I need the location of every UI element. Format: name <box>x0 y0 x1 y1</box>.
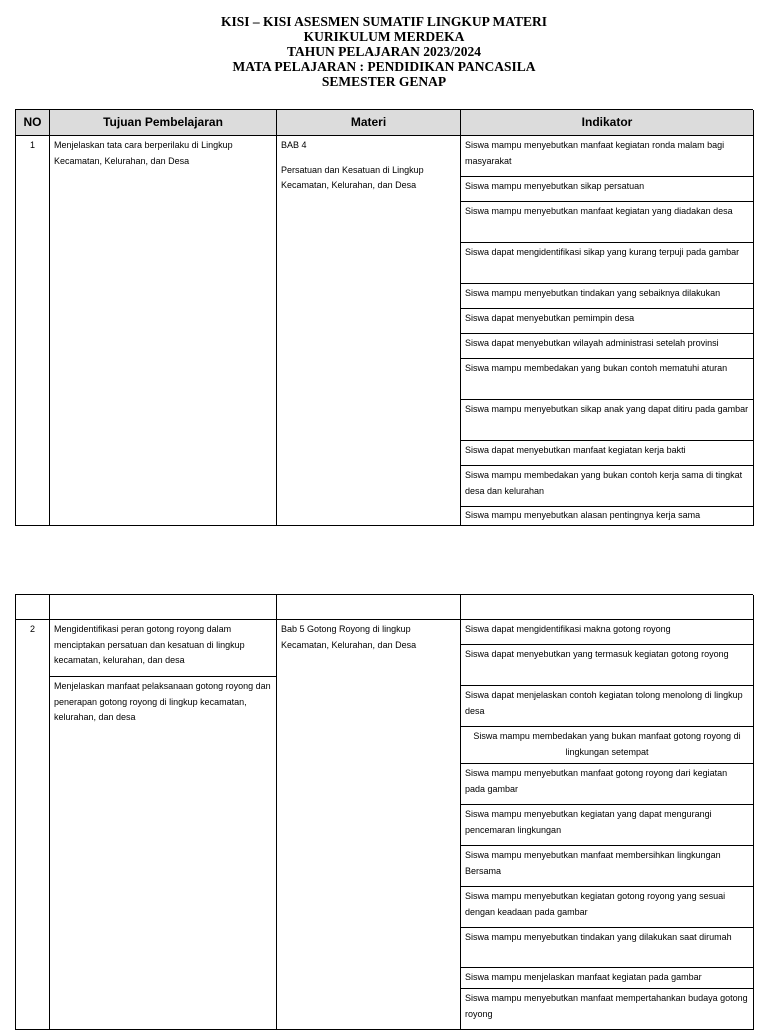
document-header <box>0 14 768 89</box>
column-header-materi: Materi <box>277 110 461 136</box>
materi-bab: BAB 4 <box>281 140 307 150</box>
tujuan-cell <box>50 136 277 526</box>
tujuan-item: Menjelaskan tata cara berperilaku di Lingkup Kecamatan, Kelurahan, dan Desa <box>54 140 233 166</box>
materi-title: Bab 5 Gotong Royong di lingkup Kecamatan, Kelurahan, dan Desa <box>281 624 417 650</box>
indikator-item: Siswa dapat mengidentifikasi sikap yang kurang terpuji pada gambar <box>461 243 753 284</box>
indikator-item: Siswa mampu menyebutkan kegiatan yang dapat mengurangi pencemaran lingkungan <box>461 805 753 846</box>
header-semester: SEMESTER GENAP <box>321 74 447 89</box>
indikator-item: Siswa mampu menyebutkan manfaat kegiatan yang diadakan desa <box>461 202 753 243</box>
indikator-cell <box>461 620 754 1030</box>
column-header-no: NO <box>16 110 50 136</box>
indikator-item: Siswa mampu menyebutkan kegiatan gotong royong yang sesuai dengan keadaan pada gambar <box>461 887 753 928</box>
indikator-item: Siswa dapat menyebutkan wilayah administrasi setelah provinsi <box>461 334 753 359</box>
indikator-item: Siswa mampu membedakan yang bukan manfaat gotong royong di lingkungan setempat <box>461 727 753 764</box>
tujuan-item: Mengidentifikasi peran gotong royong dalam menciptakan persatuan dan kesatuan di lingkup kecamatan, kelurahan, dan desa <box>50 620 276 677</box>
indikator-item: Siswa mampu menyebutkan sikap anak yang dapat ditiru pada gambar <box>461 400 753 441</box>
blank-header-cell <box>277 595 461 620</box>
tujuan-item: Menjelaskan manfaat pelaksanaan gotong royong dan penerapan gotong royong di lingkup kecamatan, kelurahan, dan desa <box>54 681 271 722</box>
blank-header-cell <box>461 595 754 620</box>
indikator-item: Siswa mampu membedakan yang bukan contoh kerja sama di tingkat desa dan kelurahan <box>461 466 753 507</box>
indikator-item: Siswa mampu menyebutkan manfaat mempertahankan budaya gotong royong <box>465 993 748 1019</box>
indikator-item: Siswa mampu menyebutkan manfaat membersihkan lingkungan Bersama <box>461 846 753 887</box>
materi-cell <box>277 620 461 1030</box>
table-bab-4 <box>15 109 753 526</box>
indikator-item: Siswa mampu menyebutkan manfaat kegiatan ronda malam bagi masyarakat <box>461 136 753 177</box>
indikator-item: Siswa dapat menjelaskan contoh kegiatan tolong menolong di lingkup desa <box>461 686 753 727</box>
indikator-item: Siswa mampu menjelaskan manfaat kegiatan pada gambar <box>461 968 753 989</box>
indikator-item: Siswa mampu menyebutkan sikap persatuan <box>461 177 753 202</box>
table-bab-5 <box>15 594 753 1030</box>
header-school-year: TAHUN PELAJARAN 2023/2024 <box>286 44 481 59</box>
indikator-item: Siswa dapat menyebutkan yang termasuk kegiatan gotong royong <box>461 645 753 686</box>
indikator-item: Siswa mampu menyebutkan tindakan yang sebaiknya dilakukan <box>461 284 753 309</box>
column-header-tujuan: Tujuan Pembelajaran <box>50 110 277 136</box>
row-number: 1 <box>16 136 50 526</box>
materi-cell <box>277 136 461 526</box>
tujuan-cell <box>50 620 277 1030</box>
indikator-item: Siswa mampu menyebutkan alasan pentingnya kerja sama <box>465 510 701 520</box>
header-subject: MATA PELAJARAN : PENDIDIKAN PANCASILA <box>232 59 536 74</box>
indikator-item: Siswa mampu menyebutkan manfaat gotong royong dari kegiatan pada gambar <box>461 764 753 805</box>
column-header-indikator: Indikator <box>461 110 754 136</box>
indikator-cell <box>461 136 754 526</box>
header-curriculum: KURIKULUM MERDEKA <box>303 29 465 44</box>
indikator-item: Siswa dapat mengidentifikasi makna gotong royong <box>461 620 753 645</box>
indikator-item: Siswa dapat menyebutkan manfaat kegiatan kerja bakti <box>461 441 753 466</box>
indikator-item: Siswa mampu membedakan yang bukan contoh mematuhi aturan <box>461 359 753 400</box>
header-title: KISI – KISI ASESMEN SUMATIF LINGKUP MATERI <box>220 14 548 29</box>
indikator-item: Siswa mampu menyebutkan tindakan yang dilakukan saat dirumah <box>461 928 753 968</box>
indikator-item: Siswa dapat menyebutkan pemimpin desa <box>461 309 753 334</box>
materi-title: Persatuan dan Kesatuan di Lingkup Kecamatan, Kelurahan, dan Desa <box>281 164 424 190</box>
row-number: 2 <box>16 620 50 1030</box>
blank-header-cell <box>50 595 277 620</box>
blank-header-cell <box>16 595 50 620</box>
